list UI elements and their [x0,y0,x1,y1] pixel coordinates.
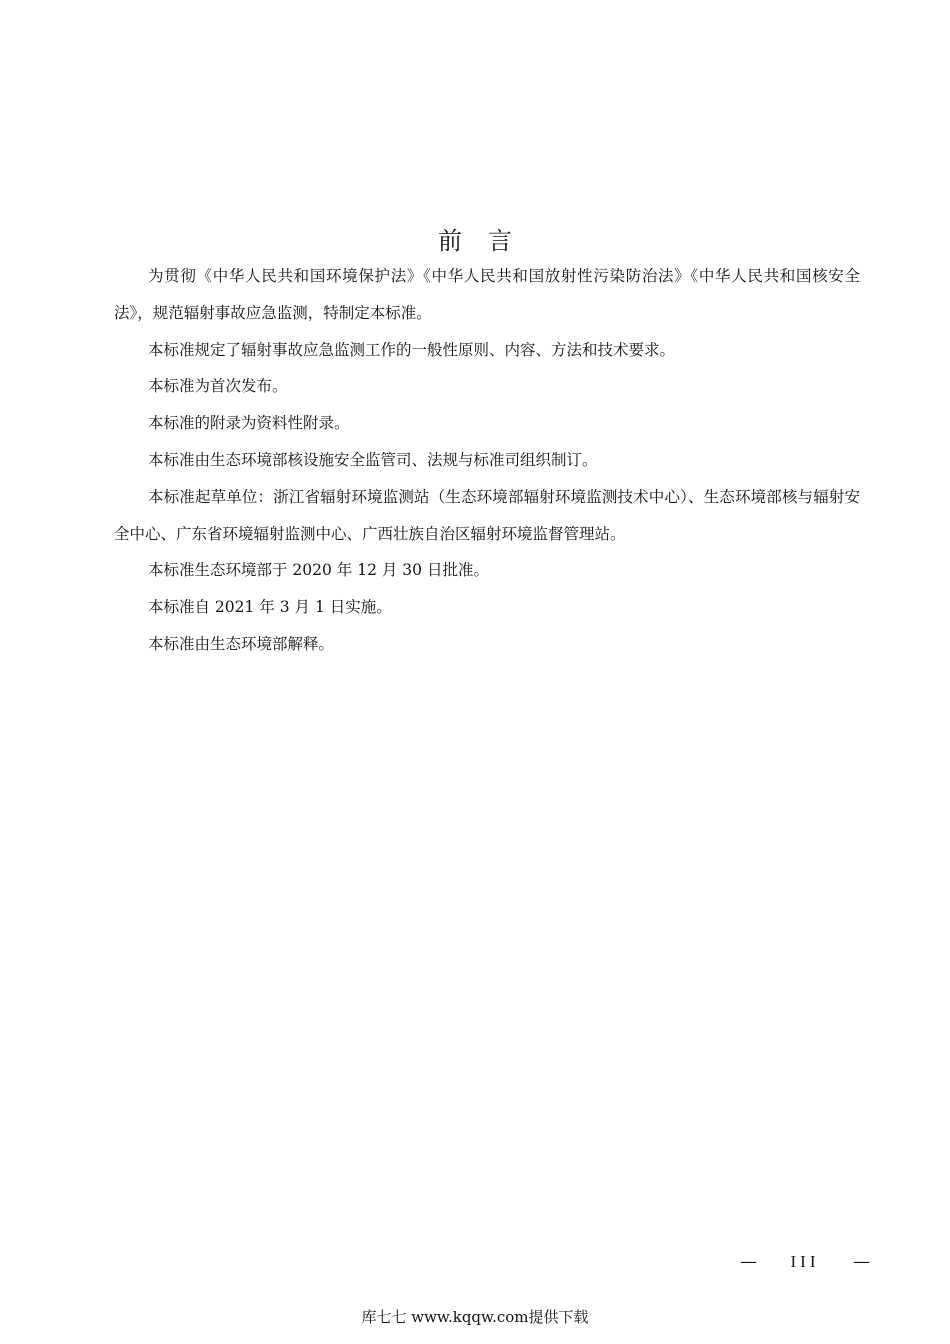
paragraph-drafting-units: 本标准起草单位：浙江省辐射环境监测站（生态环境部辐射环境监测技术中心）、生态环境部核与辐射安全中心、广东省环境辐射监测中心、广西壮族自治区辐射环境监督管理站。 [114,487,860,543]
page-number-dash-right: — [852,1252,870,1272]
page-number-value: III [790,1252,820,1271]
section-title: 前言 [438,227,538,256]
preface-body [114,258,860,663]
paragraph-first-release: 本标准为首次发布。 [148,377,288,396]
download-footer: 库七七 www.kqqw.com提供下载 [361,1308,589,1326]
paragraph-implementation: 本标准自 2021 年 3 月 1 日实施。 [148,598,392,617]
page-number [740,1248,870,1276]
paragraph-organizer: 本标准由生态环境部核设施安全监管司、法规与标准司组织制订。 [148,450,598,469]
page-number-dash-left: — [740,1252,757,1272]
paragraph-scope: 本标准规定了辐射事故应急监测工作的一般性原则、内容、方法和技术要求。 [148,340,676,359]
paragraph-approval: 本标准生态环境部于 2020 年 12 月 30 日批准。 [148,561,489,580]
paragraph-purpose: 为贯彻《中华人民共和国环境保护法》《中华人民共和国放射性污染防治法》《中华人民共和国核安全法》，规范辐射事故应急监测，特制定本标准。 [114,267,860,322]
paragraph-interpretation: 本标准由生态环境部解释。 [148,634,335,653]
paragraph-appendix: 本标准的附录为资料性附录。 [148,414,350,433]
